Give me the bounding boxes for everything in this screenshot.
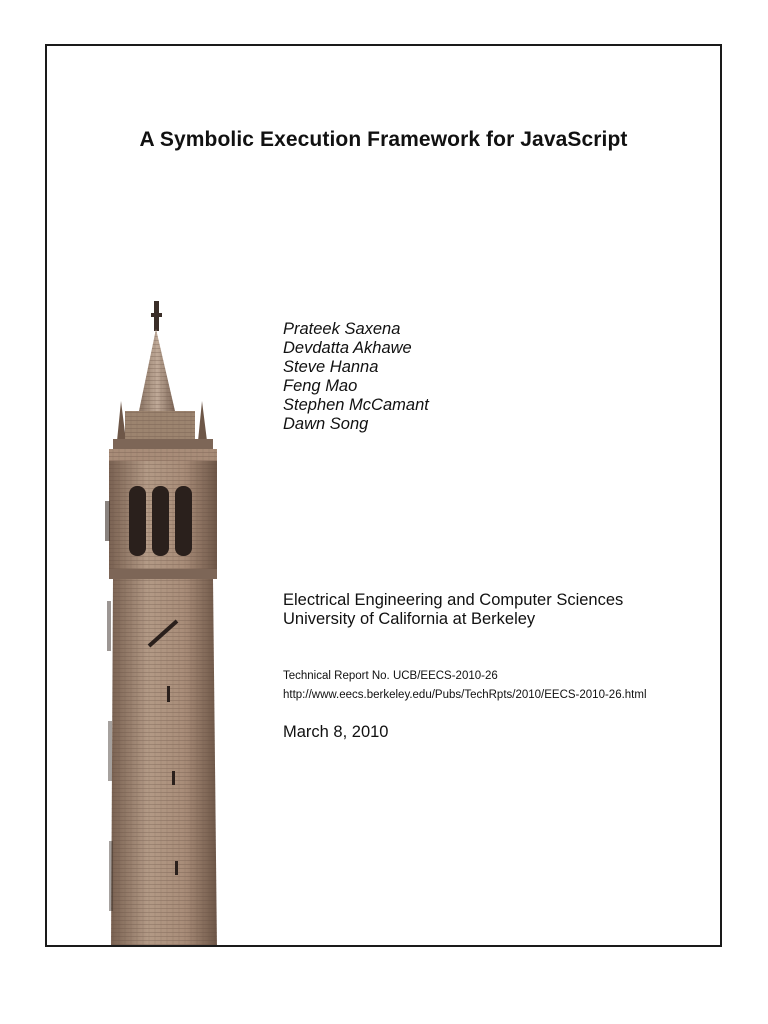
cover-page [45, 44, 722, 947]
author-name: Devdatta Akhawe [283, 339, 412, 357]
author-name: Prateek Saxena [283, 320, 401, 338]
university-name: University of California at Berkeley [283, 610, 536, 628]
author-name: Steve Hanna [283, 358, 379, 376]
publication-date: March 8, 2010 [283, 723, 389, 741]
department-name: Electrical Engineering and Computer Sciences [283, 591, 624, 609]
author-name: Stephen McCamant [283, 396, 429, 414]
institution-block [283, 591, 623, 629]
author-list [283, 320, 429, 434]
author-name: Dawn Song [283, 415, 369, 433]
report-title: A Symbolic Execution Framework for JavaScript [139, 128, 628, 151]
campanile-tower-illustration [99, 301, 249, 947]
author-name: Feng Mao [283, 377, 358, 395]
report-url-link[interactable]: http://www.eecs.berkeley.edu/Pubs/TechRpts/2010/EECS-2010-26.html [283, 689, 647, 701]
report-number: Technical Report No. UCB/EECS-2010-26 [283, 670, 498, 682]
